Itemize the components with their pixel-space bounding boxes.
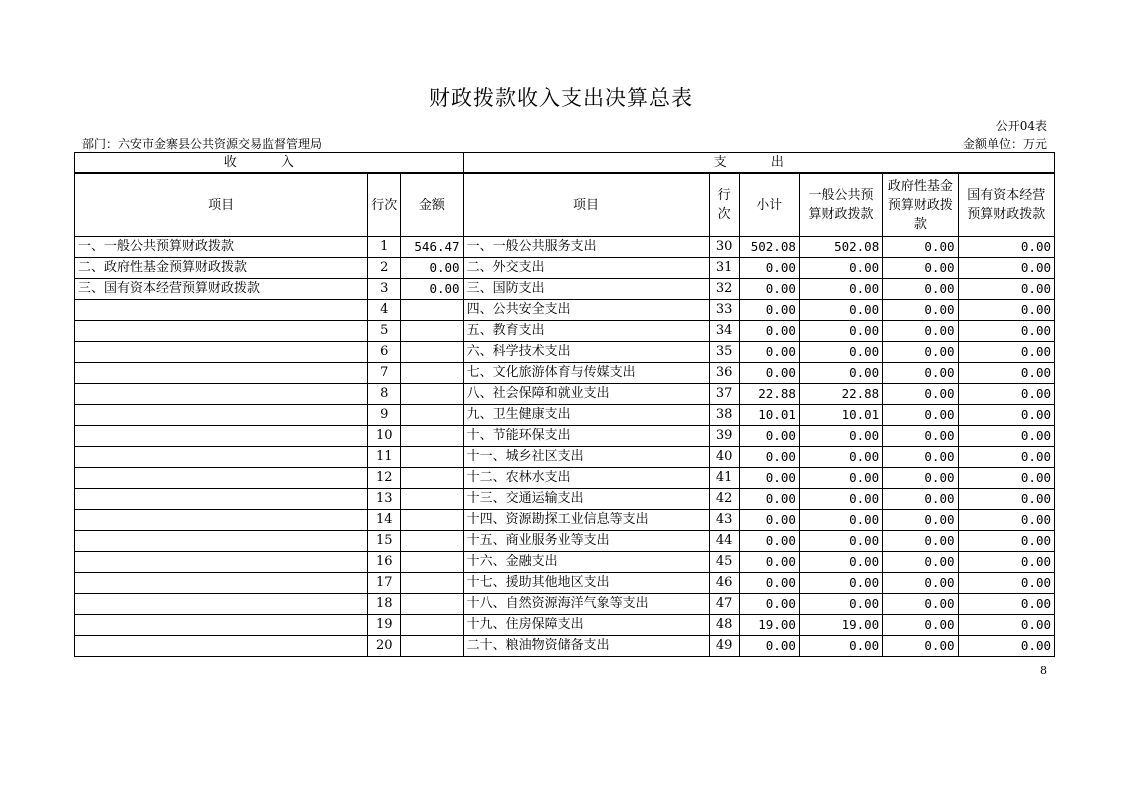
- income-item-cell: [75, 636, 368, 657]
- general-budget-cell: 0.00: [799, 300, 882, 321]
- gov-fund-cell: 0.00: [883, 447, 958, 468]
- income-row-no-cell: 4: [368, 300, 401, 321]
- subtotal-cell: 0.00: [739, 552, 799, 573]
- expense-item-cell: 十三、交通运输支出: [463, 489, 709, 510]
- table-row: [75, 573, 1055, 594]
- general-budget-cell: 0.00: [799, 363, 882, 384]
- income-amount-cell: [401, 447, 463, 468]
- table-row: [75, 489, 1055, 510]
- income-amount-cell: 0.00: [401, 279, 463, 300]
- table-row: [75, 279, 1055, 300]
- expense-item-cell: 五、教育支出: [463, 321, 709, 342]
- subtotal-cell: 0.00: [739, 447, 799, 468]
- table-row: [75, 300, 1055, 321]
- state-capital-cell: 0.00: [958, 510, 1054, 531]
- subtotal-cell: 0.00: [739, 363, 799, 384]
- subtotal-cell: 502.08: [739, 237, 799, 258]
- table-row: [75, 510, 1055, 531]
- table-row: [75, 447, 1055, 468]
- income-row-no-cell: 14: [368, 510, 401, 531]
- table-row: [75, 552, 1055, 573]
- expense-row-no-cell: 32: [709, 279, 739, 300]
- income-row-no-cell: 12: [368, 468, 401, 489]
- gov-fund-cell: 0.00: [883, 531, 958, 552]
- subtotal-cell: 0.00: [739, 489, 799, 510]
- income-item-cell: [75, 342, 368, 363]
- income-item-cell: [75, 552, 368, 573]
- general-budget-cell: 0.00: [799, 279, 882, 300]
- state-capital-cell: 0.00: [958, 447, 1054, 468]
- income-row-no-cell: 17: [368, 573, 401, 594]
- income-amount-cell: [401, 426, 463, 447]
- gov-fund-cell: 0.00: [883, 426, 958, 447]
- gov-fund-header: 政府性基金预算财政拨款: [883, 173, 958, 237]
- state-capital-cell: 0.00: [958, 342, 1054, 363]
- general-budget-cell: 0.00: [799, 552, 882, 573]
- expense-row-no-cell: 44: [709, 531, 739, 552]
- subtotal-cell: 0.00: [739, 531, 799, 552]
- expense-item-header: 项目: [463, 173, 709, 237]
- income-item-cell: [75, 384, 368, 405]
- table-row: [75, 384, 1055, 405]
- income-amount-cell: [401, 300, 463, 321]
- subtotal-cell: 0.00: [739, 594, 799, 615]
- gov-fund-cell: 0.00: [883, 573, 958, 594]
- subtotal-cell: 10.01: [739, 405, 799, 426]
- expense-row-no-cell: 45: [709, 552, 739, 573]
- expense-row-no-cell: 37: [709, 384, 739, 405]
- income-item-cell: 三、国有资本经营预算财政拨款: [75, 279, 368, 300]
- expense-item-cell: 四、公共安全支出: [463, 300, 709, 321]
- income-row-no-cell: 13: [368, 489, 401, 510]
- gov-fund-cell: 0.00: [883, 342, 958, 363]
- expense-row-no-cell: 39: [709, 426, 739, 447]
- page-number: 8: [1040, 664, 1047, 677]
- income-item-cell: [75, 405, 368, 426]
- income-row-no-cell: 10: [368, 426, 401, 447]
- table-body: [75, 237, 1055, 657]
- income-row-no-cell: 8: [368, 384, 401, 405]
- expense-item-cell: 十二、农林水支出: [463, 468, 709, 489]
- income-row-no-cell: 1: [368, 237, 401, 258]
- subtotal-cell: 0.00: [739, 468, 799, 489]
- general-budget-cell: 0.00: [799, 447, 882, 468]
- state-capital-cell: 0.00: [958, 279, 1054, 300]
- table-row: [75, 237, 1055, 258]
- expense-item-cell: 十四、资源勘探工业信息等支出: [463, 510, 709, 531]
- income-row-no-header: 行次: [368, 173, 401, 237]
- income-row-no-cell: 19: [368, 615, 401, 636]
- department-label: 部门：六安市金寨县公共资源交易监督管理局: [82, 137, 323, 151]
- expense-row-no-cell: 38: [709, 405, 739, 426]
- income-item-cell: [75, 468, 368, 489]
- income-row-no-cell: 9: [368, 405, 401, 426]
- expense-row-no-cell: 42: [709, 489, 739, 510]
- general-budget-cell: 0.00: [799, 510, 882, 531]
- state-capital-cell: 0.00: [958, 258, 1054, 279]
- expense-item-cell: 一、一般公共服务支出: [463, 237, 709, 258]
- income-item-header: 项目: [75, 173, 368, 237]
- column-header-row: [75, 173, 1055, 237]
- expense-item-cell: 八、社会保障和就业支出: [463, 384, 709, 405]
- state-capital-cell: 0.00: [958, 426, 1054, 447]
- gov-fund-cell: 0.00: [883, 468, 958, 489]
- expense-row-no-cell: 48: [709, 615, 739, 636]
- income-row-no-cell: 5: [368, 321, 401, 342]
- expense-item-cell: 十六、金融支出: [463, 552, 709, 573]
- income-amount-cell: [401, 384, 463, 405]
- budget-table: [74, 152, 1055, 657]
- gov-fund-cell: 0.00: [883, 384, 958, 405]
- general-budget-cell: 10.01: [799, 405, 882, 426]
- expense-row-no-cell: 34: [709, 321, 739, 342]
- subtotal-cell: 0.00: [739, 321, 799, 342]
- income-amount-cell: 546.47: [401, 237, 463, 258]
- gov-fund-cell: 0.00: [883, 363, 958, 384]
- income-item-cell: [75, 321, 368, 342]
- subtotal-header: 小计: [739, 173, 799, 237]
- income-amount-cell: [401, 594, 463, 615]
- state-capital-cell: 0.00: [958, 363, 1054, 384]
- expense-row-no-cell: 36: [709, 363, 739, 384]
- subtotal-cell: 0.00: [739, 342, 799, 363]
- general-budget-cell: 502.08: [799, 237, 882, 258]
- income-row-no-cell: 16: [368, 552, 401, 573]
- expense-item-cell: 二、外交支出: [463, 258, 709, 279]
- income-amount-cell: [401, 363, 463, 384]
- general-budget-cell: 0.00: [799, 636, 882, 657]
- expense-item-cell: 二十、粮油物资储备支出: [463, 636, 709, 657]
- general-budget-cell: 0.00: [799, 258, 882, 279]
- income-amount-cell: [401, 531, 463, 552]
- expense-item-cell: 十一、城乡社区支出: [463, 447, 709, 468]
- gov-fund-cell: 0.00: [883, 615, 958, 636]
- general-budget-cell: 0.00: [799, 321, 882, 342]
- table-row: [75, 342, 1055, 363]
- table-row: [75, 426, 1055, 447]
- general-budget-cell: 19.00: [799, 615, 882, 636]
- unit-label: 金额单位：万元: [962, 137, 1047, 151]
- gov-fund-cell: 0.00: [883, 552, 958, 573]
- table-row: [75, 363, 1055, 384]
- income-amount-cell: [401, 615, 463, 636]
- state-capital-cell: 0.00: [958, 300, 1054, 321]
- expense-row-no-cell: 46: [709, 573, 739, 594]
- subtotal-cell: 19.00: [739, 615, 799, 636]
- general-budget-cell: 0.00: [799, 342, 882, 363]
- income-row-no-cell: 11: [368, 447, 401, 468]
- income-amount-cell: [401, 573, 463, 594]
- income-amount-cell: [401, 510, 463, 531]
- expense-row-no-cell: 35: [709, 342, 739, 363]
- income-item-cell: 一、一般公共预算财政拨款: [75, 237, 368, 258]
- gov-fund-cell: 0.00: [883, 279, 958, 300]
- income-item-cell: [75, 615, 368, 636]
- state-capital-cell: 0.00: [958, 237, 1054, 258]
- state-capital-cell: 0.00: [958, 573, 1054, 594]
- income-item-cell: [75, 594, 368, 615]
- section-header-row: [75, 153, 1055, 174]
- gov-fund-cell: 0.00: [883, 237, 958, 258]
- general-budget-cell: 0.00: [799, 531, 882, 552]
- income-item-cell: [75, 447, 368, 468]
- income-amount-cell: [401, 321, 463, 342]
- general-budget-cell: 0.00: [799, 594, 882, 615]
- expense-item-cell: 六、科学技术支出: [463, 342, 709, 363]
- expense-item-cell: 十八、自然资源海洋气象等支出: [463, 594, 709, 615]
- gov-fund-cell: 0.00: [883, 258, 958, 279]
- expense-row-no-cell: 31: [709, 258, 739, 279]
- income-amount-cell: [401, 342, 463, 363]
- state-capital-cell: 0.00: [958, 405, 1054, 426]
- income-section-header: 收 入: [75, 153, 464, 174]
- subtotal-cell: 0.00: [739, 510, 799, 531]
- state-capital-header: 国有资本经营预算财政拨款: [958, 173, 1054, 237]
- expense-row-no-cell: 43: [709, 510, 739, 531]
- general-budget-cell: 22.88: [799, 384, 882, 405]
- income-item-cell: [75, 510, 368, 531]
- subtotal-cell: 0.00: [739, 426, 799, 447]
- state-capital-cell: 0.00: [958, 531, 1054, 552]
- subtotal-cell: 0.00: [739, 300, 799, 321]
- income-row-no-cell: 18: [368, 594, 401, 615]
- income-amount-cell: [401, 468, 463, 489]
- expense-item-cell: 七、文化旅游体育与传媒支出: [463, 363, 709, 384]
- expense-item-cell: 十七、援助其他地区支出: [463, 573, 709, 594]
- expense-row-no-header: 行次: [709, 173, 739, 237]
- general-budget-cell: 0.00: [799, 426, 882, 447]
- income-row-no-cell: 2: [368, 258, 401, 279]
- expense-item-cell: 三、国防支出: [463, 279, 709, 300]
- income-row-no-cell: 20: [368, 636, 401, 657]
- income-amount-cell: [401, 636, 463, 657]
- income-item-cell: [75, 531, 368, 552]
- page-title: 财政拨款收入支出决算总表: [429, 86, 693, 110]
- income-amount-cell: [401, 405, 463, 426]
- gov-fund-cell: 0.00: [883, 405, 958, 426]
- income-item-cell: [75, 489, 368, 510]
- table-row: [75, 594, 1055, 615]
- income-item-cell: [75, 300, 368, 321]
- subtotal-cell: 0.00: [739, 258, 799, 279]
- subtotal-cell: 22.88: [739, 384, 799, 405]
- table-row: [75, 636, 1055, 657]
- expense-item-cell: 九、卫生健康支出: [463, 405, 709, 426]
- form-number: 公开04表: [995, 119, 1047, 133]
- expense-row-no-cell: 49: [709, 636, 739, 657]
- state-capital-cell: 0.00: [958, 468, 1054, 489]
- state-capital-cell: 0.00: [958, 636, 1054, 657]
- income-amount-header: 金额: [401, 173, 463, 237]
- income-row-no-cell: 7: [368, 363, 401, 384]
- income-item-cell: [75, 426, 368, 447]
- general-budget-cell: 0.00: [799, 573, 882, 594]
- gov-fund-cell: 0.00: [883, 636, 958, 657]
- state-capital-cell: 0.00: [958, 615, 1054, 636]
- income-item-cell: 二、政府性基金预算财政拨款: [75, 258, 368, 279]
- subtotal-cell: 0.00: [739, 279, 799, 300]
- table-row: [75, 468, 1055, 489]
- income-row-no-cell: 3: [368, 279, 401, 300]
- income-row-no-cell: 6: [368, 342, 401, 363]
- income-item-cell: [75, 573, 368, 594]
- general-budget-header: 一般公共预算财政拨款: [799, 173, 882, 237]
- table-row: [75, 321, 1055, 342]
- general-budget-cell: 0.00: [799, 489, 882, 510]
- state-capital-cell: 0.00: [958, 489, 1054, 510]
- table-row: [75, 405, 1055, 426]
- gov-fund-cell: 0.00: [883, 321, 958, 342]
- gov-fund-cell: 0.00: [883, 300, 958, 321]
- gov-fund-cell: 0.00: [883, 489, 958, 510]
- expense-row-no-cell: 47: [709, 594, 739, 615]
- state-capital-cell: 0.00: [958, 384, 1054, 405]
- gov-fund-cell: 0.00: [883, 594, 958, 615]
- state-capital-cell: 0.00: [958, 321, 1054, 342]
- income-row-no-cell: 15: [368, 531, 401, 552]
- table-row: [75, 258, 1055, 279]
- gov-fund-cell: 0.00: [883, 510, 958, 531]
- income-item-cell: [75, 363, 368, 384]
- table-row: [75, 615, 1055, 636]
- expense-item-cell: 十、节能环保支出: [463, 426, 709, 447]
- expense-row-no-cell: 40: [709, 447, 739, 468]
- table-row: [75, 531, 1055, 552]
- state-capital-cell: 0.00: [958, 594, 1054, 615]
- expense-row-no-cell: 41: [709, 468, 739, 489]
- expense-row-no-cell: 30: [709, 237, 739, 258]
- income-amount-cell: [401, 552, 463, 573]
- expense-item-cell: 十五、商业服务业等支出: [463, 531, 709, 552]
- expense-section-header: 支 出: [463, 153, 1054, 174]
- state-capital-cell: 0.00: [958, 552, 1054, 573]
- income-amount-cell: 0.00: [401, 258, 463, 279]
- general-budget-cell: 0.00: [799, 468, 882, 489]
- expense-item-cell: 十九、住房保障支出: [463, 615, 709, 636]
- income-amount-cell: [401, 489, 463, 510]
- expense-row-no-cell: 33: [709, 300, 739, 321]
- subtotal-cell: 0.00: [739, 636, 799, 657]
- subtotal-cell: 0.00: [739, 573, 799, 594]
